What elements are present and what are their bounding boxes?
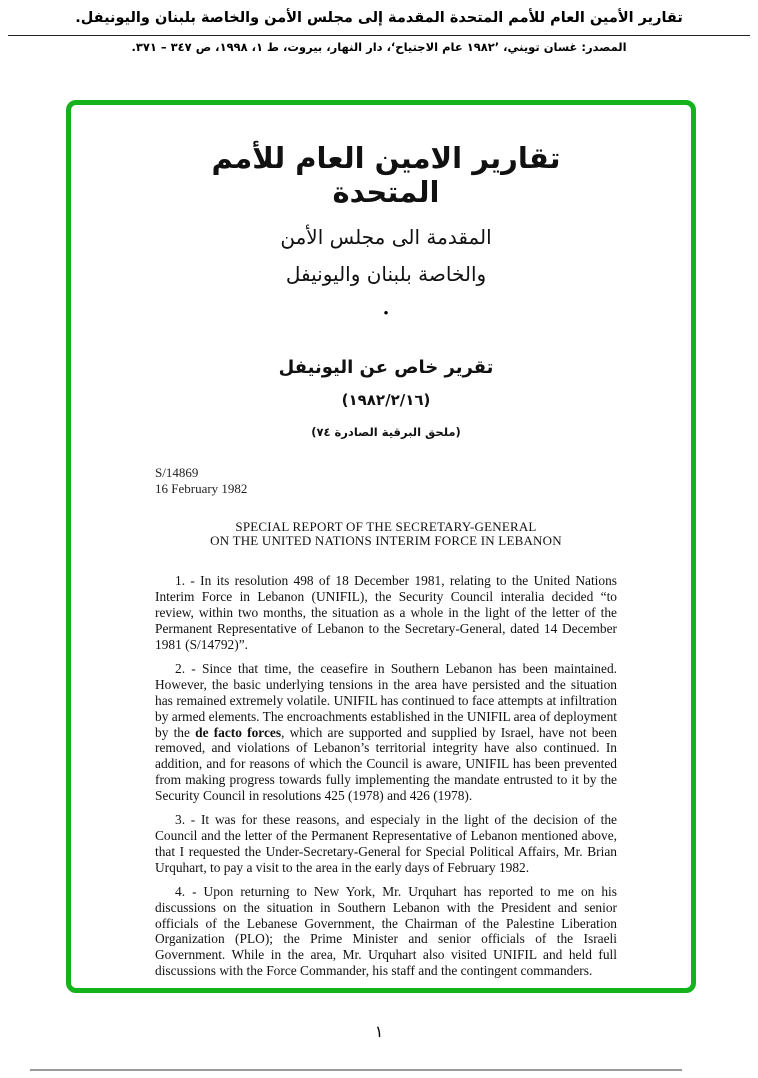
report-heading-line1: SPECIAL REPORT OF THE SECRETARY-GENERAL <box>235 518 537 534</box>
paragraph-2-bold-phrase: de facto forces <box>195 724 282 740</box>
paragraph-2-text: 2. - Since that time, the ceasefire in Southern Lebanon has been maintained. However, the basic underlying tensions in the area have persisted and the situation has remained extremely volatile. UNIFIL has continued to face attempts at infiltration by armed elements. The encroachments established in the UNIFIL area of deployment by the <box>155 660 617 740</box>
scan-artifact-line <box>30 1069 682 1071</box>
paragraph-3: 3. - It was for these reasons, and especialy in the light of the decision of the Council and the letter of the Permanent Representative of Lebanon mentioned above, that I requested the Under-Secretary-General for Special Political Affairs, Mr. Brian Urquhart, to pay a visit to the area in the early days of February 1982. <box>155 812 617 875</box>
header-divider <box>8 35 750 36</box>
report-annex-note: (ملحق البرقية الصادرة ٧٤) <box>311 425 461 439</box>
arabic-title-line2: المقدمة الى مجلس الأمن <box>280 225 492 249</box>
report-heading <box>155 520 617 550</box>
document-number: S/14869 <box>155 465 199 480</box>
report-title-arabic: تقرير خاص عن اليونيفل <box>278 357 494 378</box>
header-title: تقارير الأمين العام للأمم المتحدة المقدمة إلى مجلس الأمن والخاصة بلبنان واليونيفل. <box>75 10 683 26</box>
paragraph-2-text-cont: , which are supported and supplied by Israel, have not been removed, and violations of Lebanon’s territorial integrity have also continued. In addition, and for reasons of which the Council is aware, UNIFIL has been prevented from making progress towards fully implementing the mandate entrusted to it by the Security Council in resolutions 425 (1978) and 426 (1978). <box>155 724 617 804</box>
report-heading-line2: ON THE UNITED NATIONS INTERIM FORCE IN LEBANON <box>210 533 562 549</box>
header-source-citation: المصدر: غسان تويني، ’١٩٨٢ عام الاجتياح‘، دار النهار، بيروت، ط ١، ١٩٩٨، ص ٣٤٧ – ٣٧١. <box>131 39 627 54</box>
page-header <box>0 8 758 54</box>
bullet-separator: • <box>383 306 389 322</box>
document-content <box>71 105 691 979</box>
page-number: ١ <box>374 1022 384 1041</box>
arabic-title-line3: والخاصة بلبنان واليونيفل <box>285 262 487 286</box>
arabic-title-line1: تقارير الامين العام للأمم المتحدة <box>211 141 561 209</box>
document-date: 16 February 1982 <box>155 481 248 497</box>
paragraph-1: 1. - In its resolution 498 of 18 December 1981, relating to the United Nations Interim Force in Lebanon (UNIFIL), the Security Council interalia decided “to review, within two months, the situation as a whole in the light of the letter of the Permanent Representative of Lebanon to the Secretary-General, dated 14 December 1981 (S/14792)”. <box>155 573 617 652</box>
document-frame <box>66 100 696 993</box>
document-id-block <box>155 465 617 498</box>
report-date-arabic: (١٩٨٢/٢/١٦) <box>341 391 431 409</box>
paragraph-2 <box>155 661 617 804</box>
paragraph-4: 4. - Upon returning to New York, Mr. Urquhart has reported to me on his discussions on the situation in Southern Lebanon with the President and senior officials of the Lebanese Government, the Chairman of the Palestine Liberation Organization (PLO); the Prime Minister and senior officials of the Israeli Government. While in the area, Mr. Urquhart also visited UNIFIL and held full discussions with the Force Commander, his staff and the contingent commanders. <box>155 883 617 979</box>
